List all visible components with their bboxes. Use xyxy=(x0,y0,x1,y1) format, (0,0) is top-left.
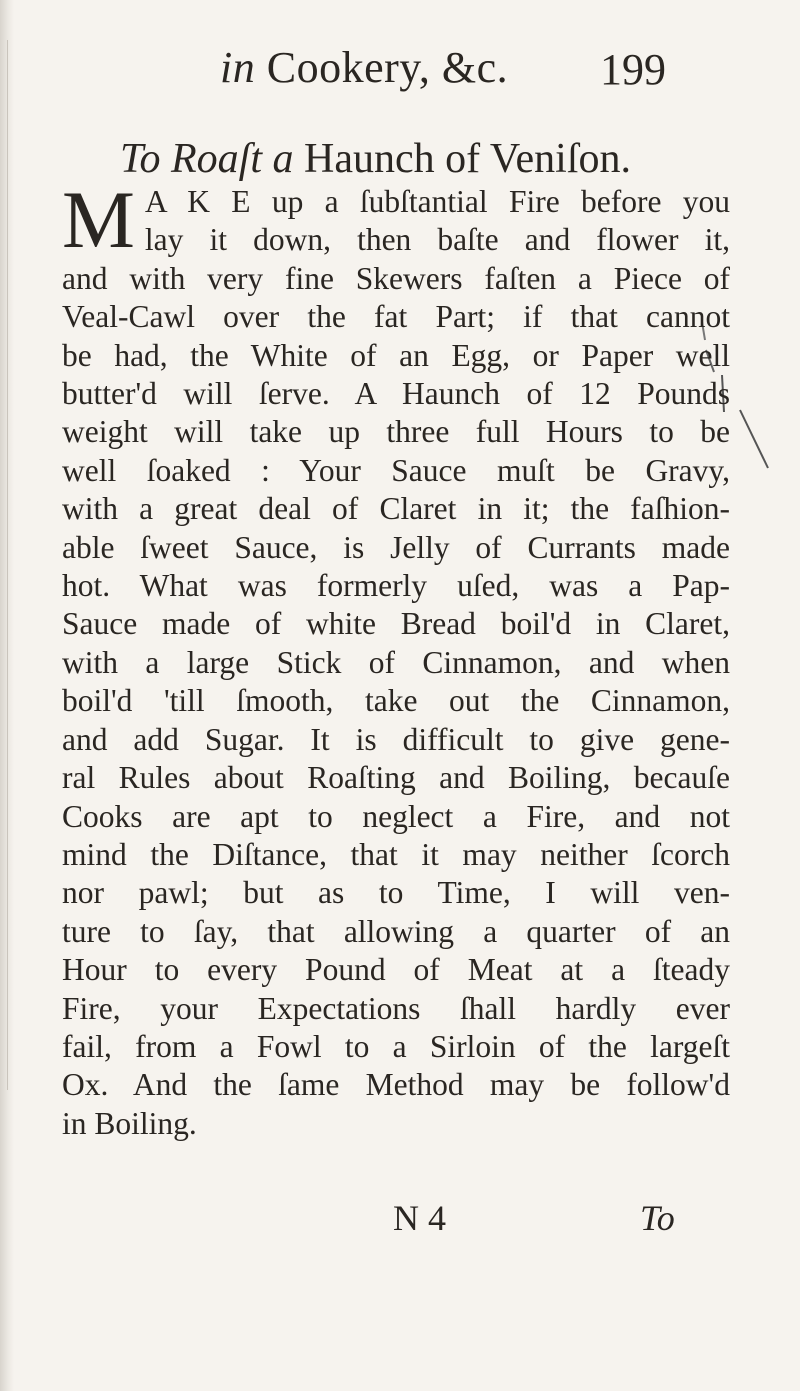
text-line: Ox. And the ſame Method may be follow'd xyxy=(62,1067,730,1103)
text-line: with a great deal of Claret in it; the faſhion- xyxy=(62,491,730,527)
section-title xyxy=(120,135,740,183)
text-line: with a large Stick of Cinnamon, and when xyxy=(62,644,730,680)
page-number: 199 xyxy=(600,45,666,94)
page-gutter-edge xyxy=(0,0,14,1391)
text-line: Fire, your Expectations ſhall hardly ever xyxy=(62,990,730,1026)
text-line: able ſweet Sauce, is Jelly of Currants made xyxy=(62,529,730,565)
text-line: and with very fine Skewers faſten a Piece of xyxy=(62,260,730,296)
text-line: well ſoaked : Your Sauce muſt be Gravy, xyxy=(62,452,730,488)
title-italic: To Roaſt a xyxy=(120,136,294,182)
text-line: A K E up a ſubſtantial Fire before you xyxy=(144,184,730,219)
text-line: ral Rules about Roaſting and Boiling, becauſe xyxy=(62,760,730,796)
text-line: Cooks are apt to neglect a Fire, and not xyxy=(62,798,730,834)
text-line: hot. What was formerly uſed, was a Pap- xyxy=(62,568,730,604)
drop-capital: M xyxy=(62,174,135,265)
text-line: Hour to every Pound of Meat at a ſteady xyxy=(62,952,730,988)
text-line: lay it down, then baſte and flower it, xyxy=(144,222,730,258)
body-paragraph xyxy=(62,174,730,1143)
text-line: fail, from a Fowl to a Sirloin of the largeſt xyxy=(62,1028,730,1064)
text-line: weight will take up three full Hours to be xyxy=(62,414,730,450)
text-line: and add Sugar. It is difficult to give gene- xyxy=(62,721,730,757)
running-head-italic: in xyxy=(220,43,256,92)
text-line: Veal-Cawl over the fat Part; if that cannot xyxy=(62,299,730,335)
page-footer xyxy=(0,1197,800,1257)
text-line: ture to ſay, that allowing a quarter of an xyxy=(62,913,730,949)
title-text: Haunch of Veniſon. xyxy=(304,136,631,182)
running-head-text: Cookery, &c. xyxy=(266,43,509,92)
text-line: boil'd 'till ſmooth, take out the Cinnamon, xyxy=(62,683,730,719)
gutter-line xyxy=(7,40,8,1090)
catchword: To xyxy=(640,1198,675,1238)
text-line: in Boiling. xyxy=(62,1105,197,1141)
text-line: nor pawl; but as to Time, I will ven- xyxy=(62,875,730,911)
running-header xyxy=(0,40,800,100)
text-line: mind the Diſtance, that it may neither ſcorch xyxy=(62,836,730,872)
text-line: be had, the White of an Egg, or Paper well xyxy=(62,337,730,373)
signature-mark: N 4 xyxy=(393,1198,446,1238)
running-head xyxy=(220,42,508,93)
text-line: Sauce made of white Bread boil'd in Claret, xyxy=(62,606,730,642)
text-line: butter'd will ſerve. A Haunch of 12 Pounds xyxy=(62,376,730,412)
